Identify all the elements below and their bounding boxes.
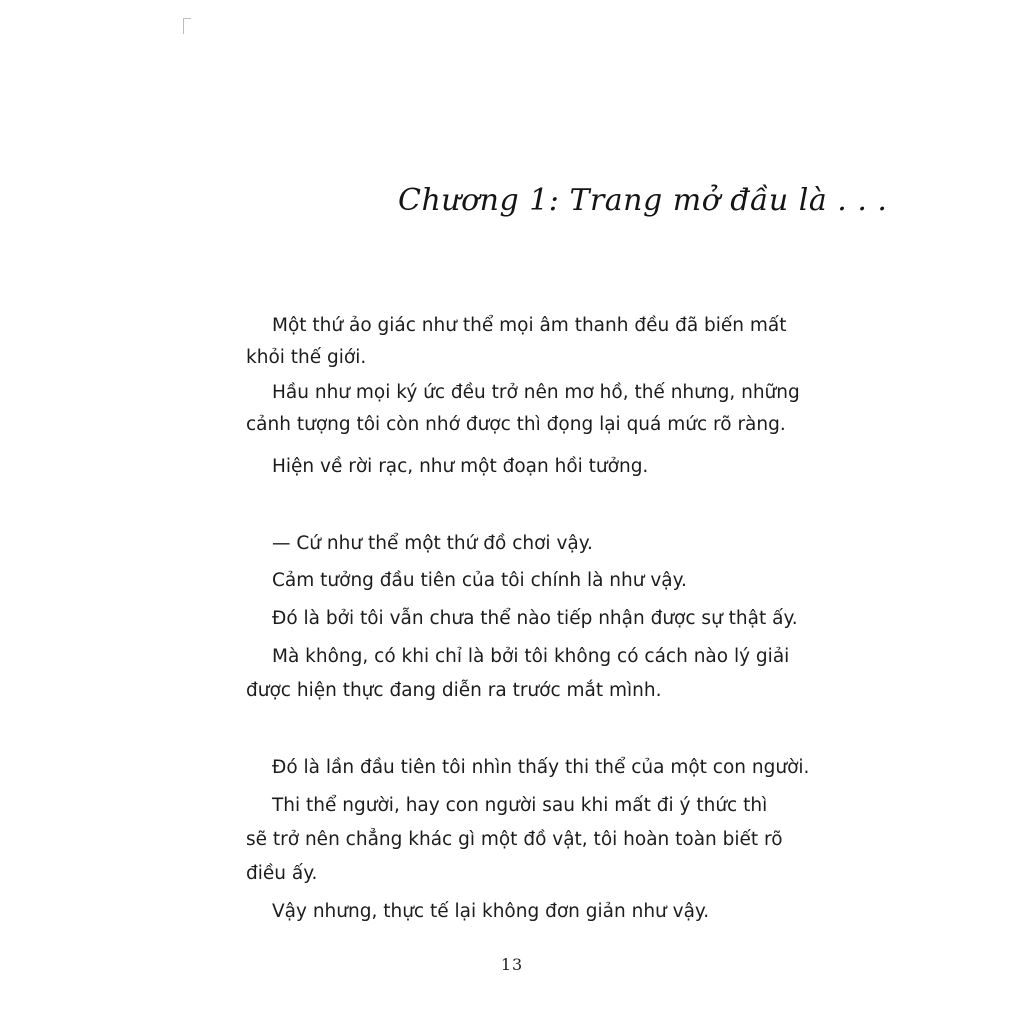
text-line: cảnh tượng tôi còn nhớ được thì đọng lại quá mức rõ ràng. (246, 414, 786, 435)
text-line: Vậy nhưng, thực tế lại không đơn giản như vậy. (272, 901, 710, 922)
text-line: được hiện thực đang diễn ra trước mắt mình. (246, 680, 662, 701)
text-line: Hiện về rời rạc, như một đoạn hồi tưởng. (272, 456, 649, 477)
text-line: sẽ trở nên chẳng khác gì một đồ vật, tôi hoàn toàn biết rõ (246, 829, 783, 850)
text-line: Thi thể người, hay con người sau khi mất đi ý thức thì (272, 795, 768, 816)
crop-mark-top-horizontal (183, 18, 191, 19)
text-line: khỏi thế giới. (246, 347, 367, 368)
text-line: Cảm tưởng đầu tiên của tôi chính là như vậy. (272, 570, 687, 591)
text-line: Một thứ ảo giác như thể mọi âm thanh đều đã biến mất (272, 315, 787, 336)
text-line: — Cứ như thể một thứ đồ chơi vậy. (272, 533, 593, 554)
text-line: Hầu như mọi ký ức đều trở nên mơ hồ, thế nhưng, những (272, 382, 800, 403)
chapter-title: Chương 1: Trang mở đầu là . . . (398, 183, 888, 218)
text-line: Đó là lần đầu tiên tôi nhìn thấy thi thể của một con người. (272, 757, 810, 778)
text-line: điều ấy. (246, 863, 318, 884)
page-number: 13 (500, 955, 524, 974)
text-line: Mà không, có khi chỉ là bởi tôi không có cách nào lý giải (272, 646, 790, 667)
text-line: Đó là bởi tôi vẫn chưa thể nào tiếp nhận được sự thật ấy. (272, 608, 798, 629)
crop-mark-top-vertical (183, 18, 184, 34)
